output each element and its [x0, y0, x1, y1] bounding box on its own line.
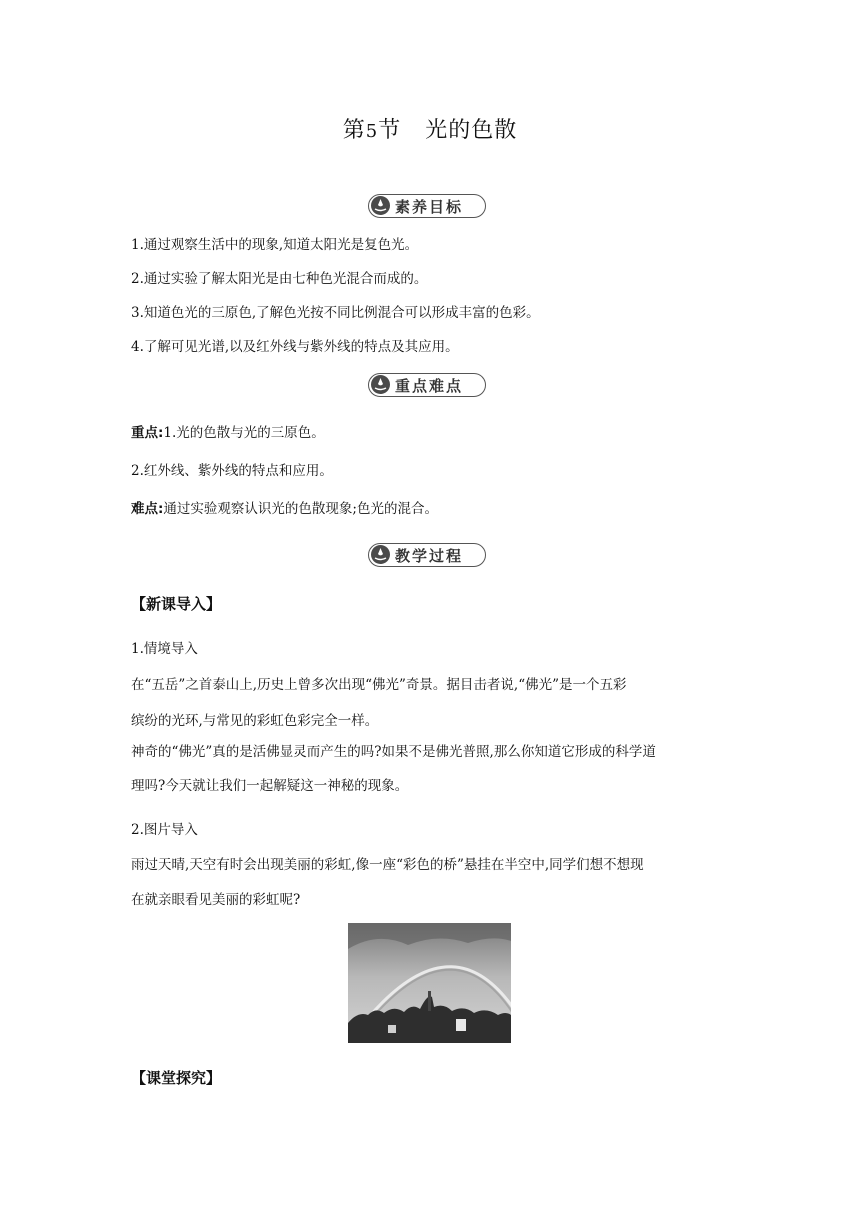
goal-item: 2.通过实验了解太阳光是由七种色光混合而成的。 — [131, 271, 428, 287]
intro-paragraph-line: 在“五岳”之首泰山上,历史上曾多次出现“佛光”奇景。据目击者说,“佛光”是一个五彩 — [131, 677, 627, 693]
sub2-title: 图片导入 — [143, 822, 198, 838]
water-drop-icon — [371, 375, 390, 394]
goals-badge-label: 素养目标 — [395, 198, 464, 216]
sub2-number: 2. — [131, 822, 144, 838]
sub1-title: 情境导入 — [143, 641, 198, 657]
process-badge-label: 教学过程 — [395, 547, 464, 565]
title-number: 5 — [365, 121, 379, 142]
sub1-number: 1. — [131, 641, 144, 657]
water-drop-icon — [371, 196, 390, 215]
intro-paragraph-line: 在就亲眼看见美丽的彩虹呢? — [131, 892, 301, 908]
difficulty-label: 难点: — [131, 501, 164, 517]
intro-sub-2 — [131, 818, 198, 838]
intro-sub-1 — [131, 637, 198, 657]
goals-badge — [368, 194, 486, 218]
explore-heading: 【课堂探究】 — [131, 1069, 222, 1087]
focus-label: 重点: — [131, 425, 164, 441]
focus-line-2: 2.红外线、紫外线的特点和应用。 — [131, 463, 333, 479]
intro-paragraph-line: 神奇的“佛光”真的是活佛显灵而产生的吗?如果不是佛光普照,那么你知道它形成的科学道 — [131, 744, 656, 760]
difficulty-text: 通过实验观察认识光的色散现象;色光的混合。 — [163, 501, 438, 517]
key-points-badge-label: 重点难点 — [395, 377, 464, 395]
title-prefix: 第 — [342, 118, 366, 143]
key-points-badge — [368, 373, 486, 397]
intro-paragraph-line: 缤纷的光环,与常见的彩虹色彩完全一样。 — [131, 713, 379, 729]
intro-paragraph-line: 理吗?今天就让我们一起解疑这一神秘的现象。 — [131, 778, 409, 794]
page-title — [0, 113, 860, 144]
title-section: 节 — [378, 118, 402, 143]
process-badge — [368, 543, 486, 567]
focus-line-1 — [131, 424, 325, 442]
goal-item: 3.知道色光的三原色,了解色光按不同比例混合可以形成丰富的色彩。 — [131, 305, 540, 321]
intro-heading: 【新课导入】 — [131, 595, 222, 613]
water-drop-icon — [371, 545, 390, 564]
focus-text-1: 1.光的色散与光的三原色。 — [163, 425, 325, 441]
title-name: 光的色散 — [425, 118, 518, 143]
goal-item: 1.通过观察生活中的现象,知道太阳光是复色光。 — [131, 237, 419, 253]
goal-item: 4.了解可见光谱,以及红外线与紫外线的特点及其应用。 — [131, 339, 459, 355]
difficulty-line — [131, 500, 438, 518]
intro-paragraph-line: 雨过天晴,天空有时会出现美丽的彩虹,像一座“彩色的桥”悬挂在半空中,同学们想不想现 — [131, 857, 644, 873]
rainbow-photo — [348, 923, 511, 1043]
